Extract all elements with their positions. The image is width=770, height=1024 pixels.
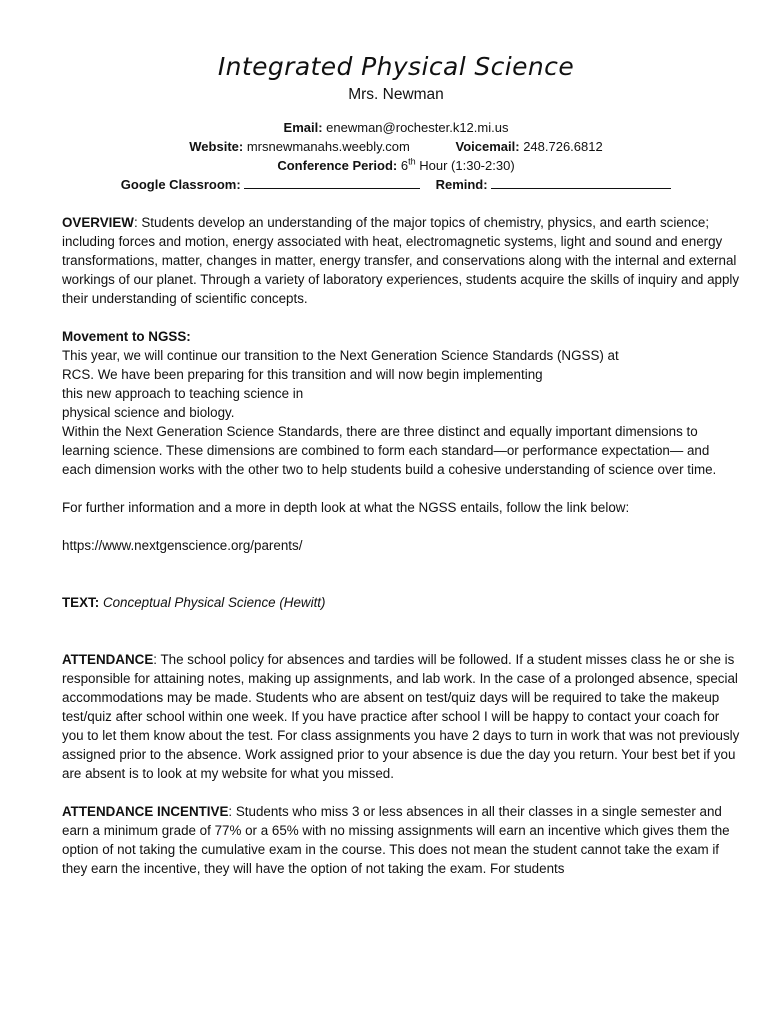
attendance-paragraph	[62, 650, 742, 783]
classroom-label: Google Classroom:	[120, 177, 241, 192]
email-line	[50, 118, 742, 137]
incentive-label: ATTENDANCE INCENTIVE	[62, 804, 229, 819]
conference-line	[50, 156, 742, 175]
conference-hour-suffix: th	[408, 156, 416, 167]
website-line	[50, 137, 742, 156]
contact-block	[50, 118, 742, 194]
ngss-line-3: this new approach to teaching science in	[62, 386, 304, 401]
teacher-name: Mrs. Newman	[348, 86, 444, 103]
conference-label: Conference Period:	[277, 158, 398, 173]
course-title: Integrated Physical Science	[217, 52, 575, 81]
overview-paragraph	[62, 213, 742, 308]
classroom-blank	[244, 176, 420, 189]
attendance-label: ATTENDANCE	[62, 652, 154, 667]
website-label: Website:	[189, 139, 244, 154]
conference-hour-number: 6	[400, 158, 409, 173]
incentive-paragraph	[62, 802, 742, 878]
ngss-further-info: For further information and a more in depth look at what the NGSS entails, follow the link below:	[62, 500, 630, 515]
overview-text: : Students develop an understanding of the major topics of chemistry, physics, and earth science; including forces and motion, energy associated with heat, electromagnetic systems, light and sound and energy transformations, matter, changes in matter, energy transfer, and conservations along with the internal and external workings of our planet. Through a variety of laboratory experiences, students acquire the skills of inquiry and apply their understanding of scientific concepts.	[62, 215, 740, 306]
ngss-link[interactable]: https://www.nextgenscience.org/parents/	[62, 538, 303, 553]
ngss-paragraph: Within the Next Generation Science Standards, there are three distinct and equally important dimensions to learning science. These dimensions are combined to form each standard—or performance expectation— and each dimension works with the other two to help students build a cohesive understanding of science over time.	[62, 424, 717, 477]
text-label: TEXT:	[62, 595, 100, 610]
email-address: enewman@rochester.k12.mi.us	[326, 120, 509, 135]
remind-label: Remind:	[435, 177, 488, 192]
ngss-line-1: This year, we will continue our transition to the Next Generation Science Standards (NGSS) at	[62, 348, 619, 363]
ngss-section	[62, 327, 742, 479]
remind-blank	[491, 176, 671, 189]
ngss-line-4: physical science and biology.	[62, 405, 235, 420]
attendance-text: : The school policy for absences and tardies will be followed. If a student misses class he or she is responsible for attaining notes, making up assignments, and lab work. In the case of a prolonged absence, special accommodations may be made. Students who are absent on test/quiz days will be required to take the makeup test/quiz after school within one week. If you have practice after school I will be happy to contact your coach for you to let them know about the test. For class assignments you have 2 days to turn in work that was not previously assigned prior to the absence. Work assigned prior to your absence is due the day you return. Your best bet if you are absent is to look at my website for what you missed.	[62, 652, 740, 781]
syllabus-page	[62, 52, 742, 878]
incentive-text: : Students who miss 3 or less absences in all their classes in a single semester and earn a minimum grade of 77% or a 65% with no missing assignments will earn an incentive which gives them the option of not taking the cumulative exam in the course. This does not mean the student cannot take the exam if they earn the incentive, they will have the option of not taking the exam. For students	[62, 804, 730, 876]
conference-hour-time: Hour (1:30-2:30)	[419, 158, 515, 173]
textbook-title: Conceptual Physical Science (Hewitt)	[102, 595, 326, 610]
text-section	[62, 593, 742, 612]
email-label: Email:	[283, 120, 323, 135]
voicemail-number: 248.726.6812	[523, 139, 603, 154]
ngss-line-2: RCS. We have been preparing for this transition and will now begin implementing	[62, 367, 543, 382]
classroom-line	[50, 175, 742, 194]
ngss-heading: Movement to NGSS:	[62, 329, 191, 344]
overview-label: OVERVIEW	[62, 215, 134, 230]
website-url: mrsnewmanahs.weebly.com	[246, 139, 410, 154]
voicemail-label: Voicemail:	[455, 139, 520, 154]
